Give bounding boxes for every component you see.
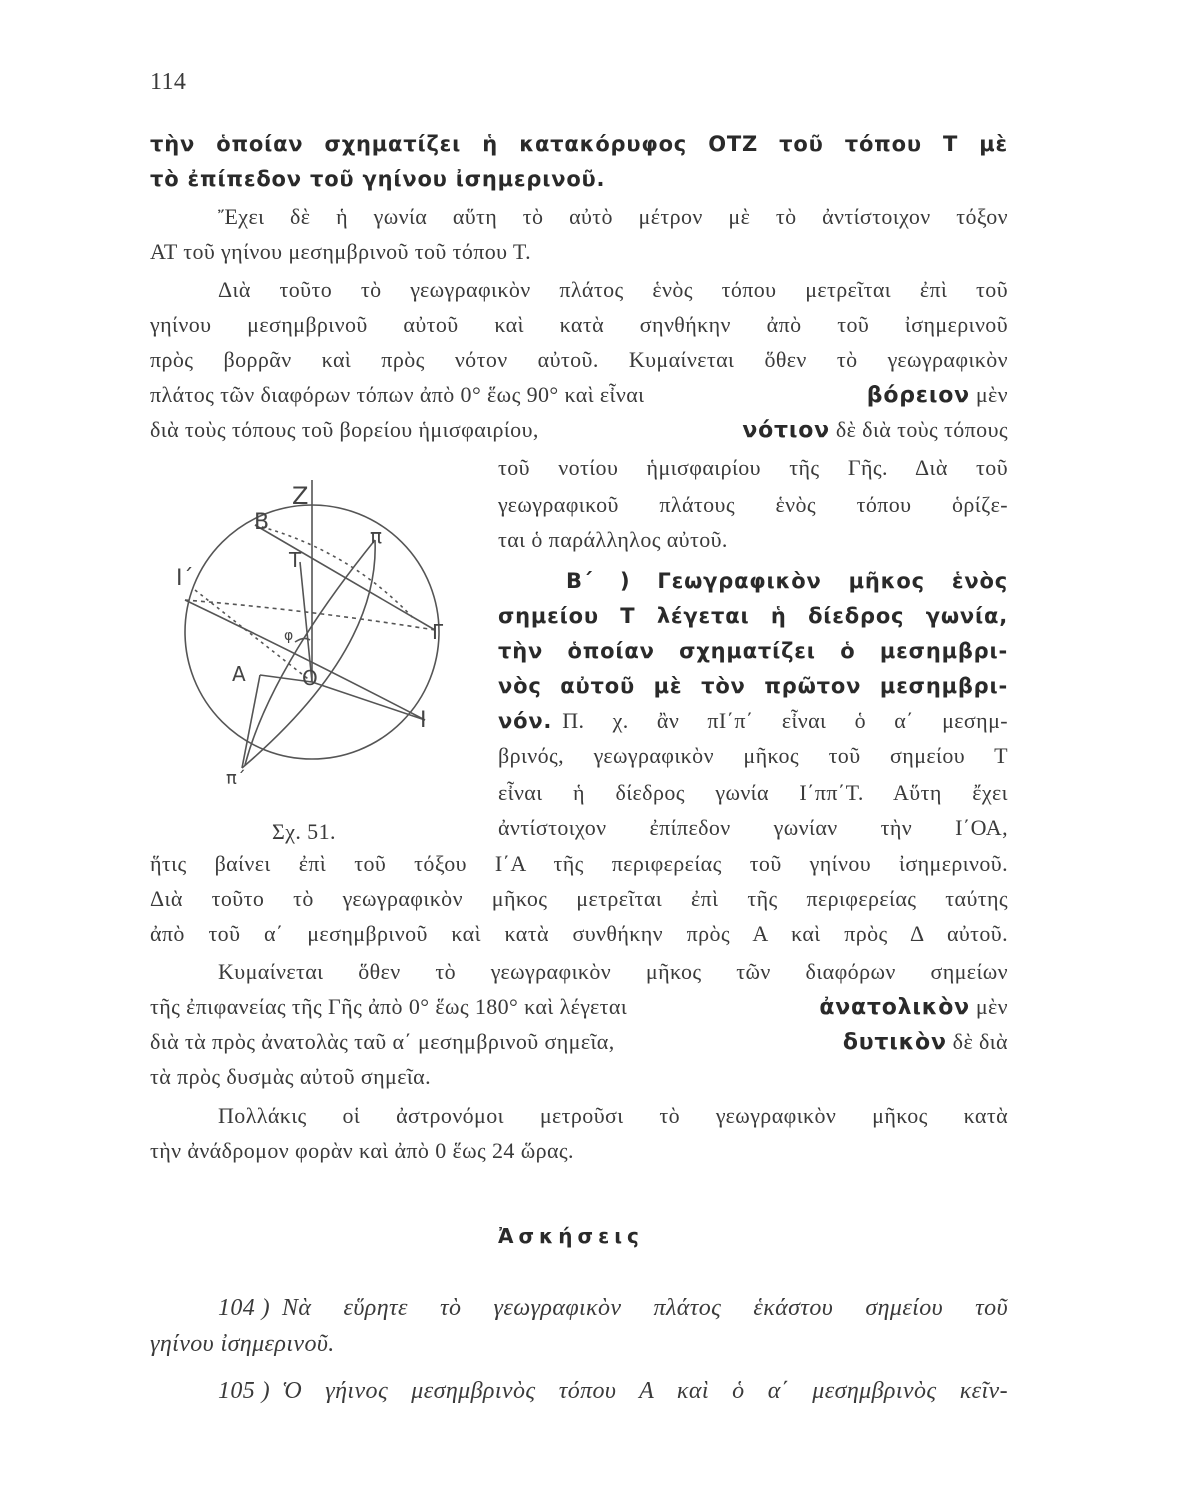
label-Iprime: I΄	[176, 566, 194, 591]
para2-line5-rest: δὲ διὰ τοὺς τόπους	[835, 417, 1008, 442]
term-dytikon: δυτικὸν	[842, 1030, 947, 1055]
term-anatolikon: ἀνατολικὸν	[819, 995, 970, 1020]
para5-line1: Πολλάκις οἱ ἀστρονόμοι μετροῦσι τὸ γεωγραφικὸν μῆκος κατὰ	[218, 1103, 1008, 1128]
label-O: O	[302, 666, 318, 690]
para3-line8: ἀντίστοιχον ἐπίπεδον γωνίαν τὴν Ι΄ΟΑ,	[498, 815, 1008, 840]
para3-line5-bold: νόν.	[498, 709, 553, 733]
para4-line2-men: μὲν	[975, 994, 1008, 1019]
para2-line8: ται ὁ παράλληλος αὐτοῦ.	[498, 527, 728, 552]
para2-line5-text: διὰ τοὺς τόπους τοῦ βορείου ἡμισφαιρίου,	[150, 417, 539, 442]
para2-line2: γηίνου μεσημβρινοῦ αὐτοῦ καὶ κατὰ σηνθήκην ἀπὸ τοῦ ἰσημερινοῦ	[150, 312, 1008, 337]
para3-line1: Β΄ ) Γεωγραφικὸν μῆκος ἑνὸς	[566, 569, 1008, 593]
dashed-i-o	[195, 590, 312, 682]
para2-line7: γεωγραφικοῦ πλάτους ἑνὸς τόπου ὁρίζε-	[498, 492, 1008, 517]
page-number: 114	[150, 69, 187, 95]
exercise-104-line2: γηίνου ἰσημερινοῦ.	[150, 1331, 335, 1357]
para4-line3-rest: δὲ διὰ	[952, 1029, 1008, 1054]
label-A: A	[232, 662, 246, 686]
equator-dashed	[185, 600, 435, 630]
para1-line1: Ἔχει δὲ ἡ γωνία αὕτη τὸ αὐτὸ μέτρον μὲ τὸ ἀντίστοιχον τόξον	[218, 204, 1008, 229]
para3-line10: Διὰ τοῦτο τὸ γεωγραφικὸν μῆκος μετρεῖται ἐπὶ τῆς περιφερείας ταύτης	[150, 886, 1008, 911]
label-pi: π	[370, 524, 383, 548]
para3-line6: βρινός, γεωγραφικὸν μῆκος τοῦ σημείου Τ	[498, 743, 1008, 768]
para2-line3: πρὸς βορρᾶν καὶ πρὸς νότον αὐτοῦ. Κυμαίνεται ὅθεν τὸ γεωγραφικὸν	[150, 347, 1008, 372]
parallel-arc-b	[255, 525, 435, 630]
label-phi: φ	[284, 628, 294, 644]
para4-line3	[150, 1028, 1008, 1057]
para2-line5	[150, 416, 1008, 445]
ray-oi	[312, 682, 425, 720]
para0-line1: τὴν ὁποίαν σχηματίζει ἡ κατακόρυφος ΟΤΖ τοῦ τόπου Τ μὲ	[150, 132, 1008, 156]
para4-line4: τὰ πρὸς δυσμὰς αὐτοῦ σημεῖα.	[150, 1064, 432, 1089]
para3-line9: ἥτις βαίνει ἐπὶ τοῦ τόξου Ι΄Α τῆς περιφερείας τοῦ γηίνου ἰσημερινοῦ.	[150, 851, 1008, 876]
para2-line4	[150, 381, 1008, 410]
exercise-105-text: Ὁ γήινος μεσημβρινὸς τόπου Α καὶ ὁ α΄ μεσημβρινὸς κεῖν-	[282, 1378, 1008, 1404]
para2-line4-text: πλάτος τῶν διαφόρων τόπων ἀπὸ 0° ἕως 90° καὶ εἶναι	[150, 382, 645, 407]
ray-ot	[300, 562, 312, 682]
para3-line11: ἀπὸ τοῦ α΄ μεσημβρινοῦ καὶ κατὰ συνθήκην πρὸς Α καὶ πρὸς Δ αὐτοῦ.	[150, 921, 1008, 946]
para2-line4-end	[867, 381, 1008, 410]
label-Z: Z	[292, 482, 309, 510]
exercise-104-number: 104 )	[218, 1295, 270, 1321]
para1-line2: ΑΤ τοῦ γηίνου μεσημβρινοῦ τοῦ τόπου Τ.	[150, 239, 532, 264]
term-notion: νότιον	[742, 418, 830, 443]
para0-line2: τὸ ἐπίπεδον τοῦ γηίνου ἰσημερινοῦ.	[150, 167, 606, 191]
para4-line3-text: διὰ τὰ πρὸς ἀνατολὰς ταῦ α΄ μεσημβρινοῦ σημεῖα,	[150, 1029, 615, 1054]
figure-caption: Σχ. 51.	[272, 819, 336, 844]
term-boreion: βόρειον	[866, 383, 970, 408]
exercise-105-number: 105 )	[218, 1378, 270, 1404]
label-T: T	[289, 548, 302, 572]
exercise-104-line1	[218, 1294, 1008, 1322]
para4-line3-end	[843, 1028, 1008, 1057]
meridian-pi-arc	[245, 540, 375, 765]
para4-line2-end	[819, 993, 1008, 1022]
para2-line6: τοῦ νοτίου ἡμισφαιρίου τῆς Γῆς. Διὰ τοῦ	[498, 455, 1008, 480]
label-piprime: π΄	[226, 768, 246, 789]
exercises-heading: Ἀσκήσεις	[498, 1224, 644, 1248]
para3-line3: τὴν ὁποίαν σχηματίζει ὁ μεσημβρι-	[498, 639, 1008, 663]
para3-line5-text: Π. χ. ἂν πΙ΄π΄ εἶναι ὁ α΄ μεσημ-	[562, 708, 1008, 733]
para3-line4: νὸς αὐτοῦ μὲ τὸν πρῶτον μεσημβρι-	[498, 674, 1008, 698]
para3-line7: εἶναι ἡ δίεδρος γωνία Ι΄ππ΄Τ. Αὕτη ἔχει	[498, 780, 1008, 805]
para3-line5	[498, 707, 1008, 735]
para4-line2-text: τῆς ἐπιφανείας τῆς Γῆς ἀπὸ 0° ἕως 180° καὶ λέγεται	[150, 994, 628, 1019]
label-I: I	[420, 708, 427, 733]
exercise-104-text: Νὰ εὕρητε τὸ γεωγραφικὸν πλάτος ἑκάστου σημείου τοῦ	[282, 1295, 1008, 1321]
label-Gamma: Γ	[432, 620, 444, 644]
para5-line2: τὴν ἀνάδρομον φορὰν καὶ ἀπὸ 0 ἕως 24 ὥρας.	[150, 1138, 574, 1163]
para2-line5-end	[742, 416, 1008, 445]
para3-line2: σημείου Τ λέγεται ἡ δίεδρος γωνία,	[498, 604, 1008, 628]
para4-line2	[150, 993, 1008, 1022]
exercise-105-line1	[218, 1377, 1008, 1405]
para2-line4-men: μὲν	[975, 382, 1008, 407]
para2-line1: Διὰ τοῦτο τὸ γεωγραφικὸν πλάτος ἑνὸς τόπου μετρεῖται ἐπὶ τοῦ	[218, 277, 1008, 302]
label-B: B	[254, 510, 270, 535]
para4-line1: Κυμαίνεται ὅθεν τὸ γεωγραφικὸν μῆκος τῶν διαφόρων σημείων	[218, 959, 1008, 984]
